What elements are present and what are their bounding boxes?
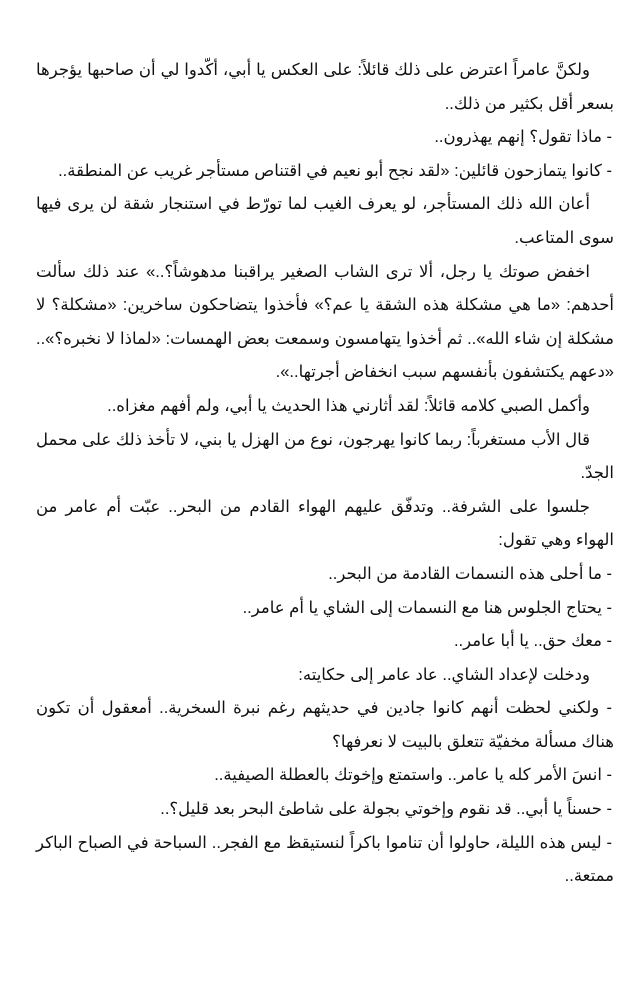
dialogue-line: - انسَ الأمر كله يا عامر.. واستمتع وإخوتك بالعطلة الصيفية.. xyxy=(214,766,612,785)
paragraph: ودخلت لإعداد الشاي.. عاد عامر إلى حكايته: xyxy=(298,665,590,684)
paragraph: اخفض صوتك يا رجل، ألا ترى الشاب الصغير يراقبنا مدهوشاً؟..» عند ذلك سألت أحدهم: «ما هي مشكلة هذه الشقة يا عم؟» فأخذوا يتضاحكون ساخرين: «مشكلة؟ لا مشكلة إن شاء الله».. ثم أخذوا يتهامسون وسمعت بعض الهمسات: «لماذا لا نخبره؟».. «دعهم يكتشفون بأنفسهم سبب انخفاض أجرتها..». xyxy=(36,262,614,382)
dialogue-line: - ماذا تقول؟ إنهم يهذرون.. xyxy=(434,128,612,147)
dialogue-line: - ما أحلى هذه النسمات القادمة من البحر.. xyxy=(328,564,612,583)
paragraph: ولكنَّ عامراً اعترض على ذلك قائلاً: على العكس يا أبي، أكّدوا لي أن صاحبها يؤجرها بسعر أقل بكثير من ذلك.. xyxy=(36,61,614,113)
dialogue-line: - معك حق.. يا أبا عامر.. xyxy=(453,632,612,651)
dialogue-line: - حسناً يا أبي.. قد نقوم وإخوتي بجولة على شاطئ البحر بعد قليل؟.. xyxy=(160,800,612,819)
dialogue-line: - ليس هذه الليلة، حاولوا أن تناموا باكراً لنستيقظ مع الفجر.. السباحة في الصباح الباكر ممتعة.. xyxy=(36,833,614,886)
paragraph: قال الأب مستغرباً: ربما كانوا يهرجون، نوع من الهزل يا بني، لا تأخذ ذلك على محمل الجدّ. xyxy=(36,430,614,483)
document-page xyxy=(36,54,614,894)
dialogue-line: - يحتاج الجلوس هنا مع النسمات إلى الشاي يا أم عامر.. xyxy=(242,598,612,617)
paragraph: جلسوا على الشرفة.. وتدفّق عليهم الهواء القادم من البحر.. عبّت أم عامر من الهواء وهي تقول: xyxy=(36,497,614,550)
dialogue-line: - ولكني لحظت أنهم كانوا جادين في حديثهم رغم نبرة السخرية.. أمعقول أن تكون هناك مسألة مخفيّة تتعلق بالبيت لا نعرفها؟ xyxy=(36,699,614,751)
paragraph: أعان الله ذلك المستأجر، لو يعرف الغيب لما تورّط في استنجار شقة لن يرى فيها سوى المتاعب. xyxy=(36,195,614,247)
dialogue-line: - كانوا يتمازحون قائلين: «لقد نجح أبو نعيم في اقتناص مستأجر غريب عن المنطقة.. xyxy=(58,161,612,180)
paragraph: وأكمل الصبي كلامه قائلاً: لقد أثارني هذا الحديث يا أبي، ولم أفهم مغزاه.. xyxy=(107,396,590,415)
